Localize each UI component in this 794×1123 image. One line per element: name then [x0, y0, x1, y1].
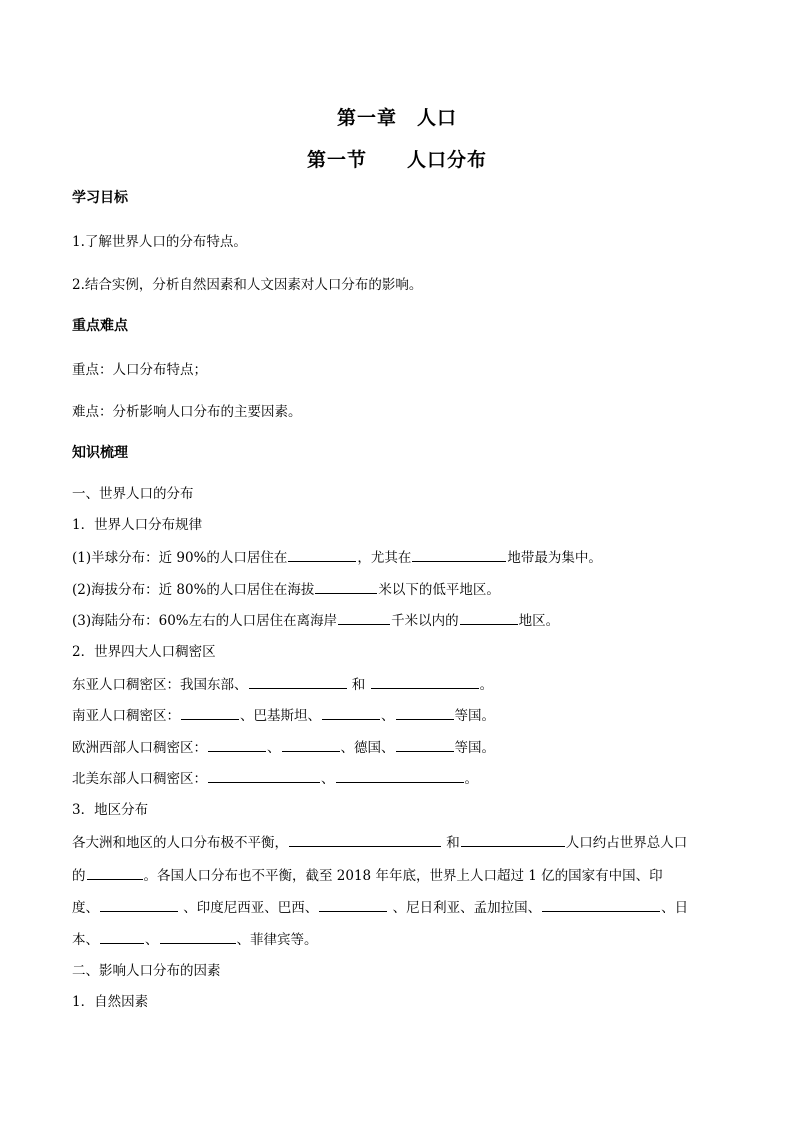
blank[interactable] — [208, 769, 320, 783]
fill-line-region-4: 本、 、 、菲律宾等。 — [72, 932, 318, 948]
fill-line-coast: (3)海陆分布：60%左右的人口居住在离海岸 千米以内的 地区。 — [72, 613, 560, 629]
blank[interactable] — [208, 738, 266, 752]
fill-line-east-asia: 东亚人口稠密区：我国东部、 和 。 — [72, 677, 494, 693]
blank[interactable] — [412, 548, 506, 562]
blank[interactable] — [181, 706, 239, 720]
blank[interactable] — [396, 738, 454, 752]
heading-objectives: 学习目标 — [72, 190, 128, 206]
subsection-1-2: 2．世界四大人口稠密区 — [72, 644, 216, 660]
heading-knowledge: 知识梳理 — [72, 445, 128, 461]
blank[interactable] — [371, 675, 479, 689]
fill-line-region-2: 的 。各国人口分布也不平衡，截至 2018 年年底，世界上人口超过 1 亿的国家有中国、印 — [72, 868, 663, 884]
blank[interactable] — [322, 706, 380, 720]
fill-line-north-america: 北美东部人口稠密区： 、 。 — [72, 771, 478, 787]
blank[interactable] — [315, 580, 377, 594]
difficult-point: 难点：分析影响人口分布的主要因素。 — [72, 404, 302, 420]
blank[interactable] — [87, 866, 143, 880]
blank[interactable] — [160, 930, 236, 944]
fill-line-south-asia: 南亚人口稠密区： 、巴基斯坦、 、 等国。 — [72, 708, 495, 724]
blank[interactable] — [282, 738, 340, 752]
blank[interactable] — [461, 833, 565, 847]
section-heading-1: 一、世界人口的分布 — [72, 486, 194, 502]
blank[interactable] — [100, 898, 178, 912]
fill-line-altitude: (2)海拔分布：近 80%的人口居住在海拔 米以下的低平地区。 — [72, 582, 500, 598]
subsection-1-1: 1．世界人口分布规律 — [72, 517, 203, 533]
blank[interactable] — [336, 769, 464, 783]
heading-key-points: 重点难点 — [72, 318, 128, 334]
blank[interactable] — [289, 833, 441, 847]
blank[interactable] — [319, 898, 387, 912]
blank[interactable] — [460, 611, 518, 625]
blank[interactable] — [100, 930, 144, 944]
fill-line-region-1: 各大洲和地区的人口分布极不平衡， 和 人口约占世界总人口 — [72, 835, 688, 851]
blank[interactable] — [249, 675, 347, 689]
blank[interactable] — [288, 548, 356, 562]
fill-line-region-3: 度、 、印度尼西亚、巴西、 、尼日利亚、孟加拉国、 、日 — [72, 900, 689, 916]
blank[interactable] — [542, 898, 660, 912]
section-heading-2: 二、影响人口分布的因素 — [72, 963, 221, 979]
section-title: 第一节 人口分布 — [306, 149, 487, 171]
blank[interactable] — [396, 706, 454, 720]
chapter-title: 第一章 人口 — [336, 107, 457, 129]
subsection-2-1: 1．自然因素 — [72, 994, 149, 1010]
fill-line-hemisphere: (1)半球分布：近 90%的人口居住在 ，尤其在 地带最为集中。 — [72, 550, 602, 566]
objective-2: 2.结合实例，分析自然因素和人文因素对人口分布的影响。 — [72, 277, 423, 293]
objective-1: 1.了解世界人口的分布特点。 — [72, 234, 247, 250]
key-point: 重点：人口分布特点； — [72, 362, 207, 378]
fill-line-west-europe: 欧洲西部人口稠密区： 、 、德国、 等国。 — [72, 740, 495, 756]
subsection-1-3: 3．地区分布 — [72, 802, 149, 818]
blank[interactable] — [338, 611, 390, 625]
